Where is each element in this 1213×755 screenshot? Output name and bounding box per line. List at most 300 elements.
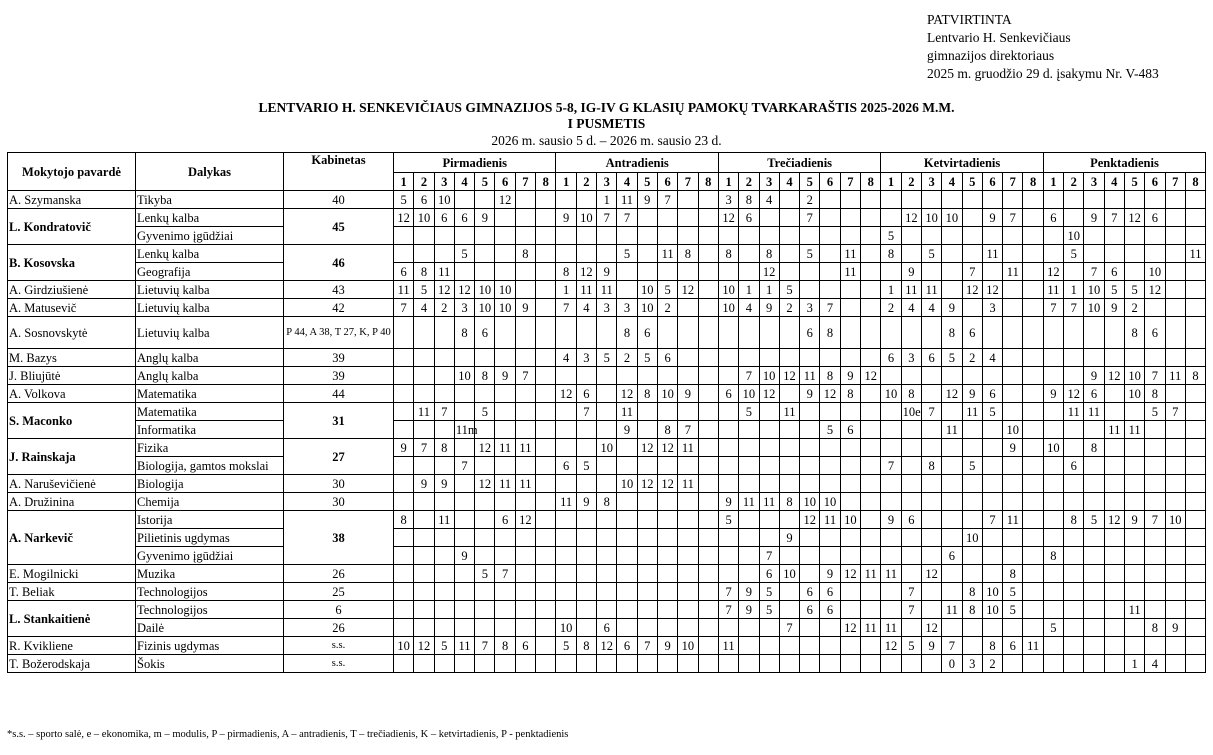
lesson-cell (1023, 439, 1043, 457)
subject-name: Gyvenimo įgūdžiai (136, 547, 284, 565)
lesson-cell: 6 (982, 385, 1002, 403)
lesson-cell (597, 475, 617, 493)
lesson-cell: 5 (556, 637, 576, 655)
lesson-cell (536, 439, 556, 457)
lesson-cell (434, 493, 454, 511)
lesson-cell (1124, 529, 1144, 547)
lesson-cell (901, 191, 921, 209)
lesson-cell (739, 457, 759, 475)
lesson-cell (1185, 619, 1205, 637)
lesson-cell (921, 529, 941, 547)
lesson-cell (434, 349, 454, 367)
lesson-cell: 9 (515, 299, 535, 317)
lesson-cell (556, 245, 576, 263)
lesson-cell (1185, 209, 1205, 227)
lesson-cell (414, 655, 434, 673)
lesson-cell (1043, 493, 1063, 511)
lesson-cell (515, 263, 535, 281)
lesson-cell (657, 529, 677, 547)
lesson-cell: 7 (556, 299, 576, 317)
lesson-cell: 8 (1185, 367, 1205, 385)
lesson-cell: 11 (1084, 403, 1104, 421)
lesson-cell (576, 619, 596, 637)
lesson-cell: 10 (475, 281, 495, 299)
lesson-cell (414, 619, 434, 637)
lesson-cell (495, 349, 515, 367)
lesson-cell: 6 (800, 317, 820, 349)
lesson-cell: 9 (759, 299, 779, 317)
lesson-number-header: 7 (678, 173, 698, 191)
lesson-cell (597, 457, 617, 475)
lesson-cell (678, 299, 698, 317)
lesson-cell (962, 565, 982, 583)
lesson-cell: 2 (881, 299, 901, 317)
lesson-cell (637, 209, 657, 227)
lesson-cell (657, 655, 677, 673)
lesson-cell (820, 619, 840, 637)
lesson-cell (982, 191, 1002, 209)
lesson-cell: 9 (597, 263, 617, 281)
schedule-row (8, 317, 1206, 349)
subject-name: Anglų kalba (136, 367, 284, 385)
room-number: 45 (284, 209, 394, 245)
lesson-cell (820, 191, 840, 209)
lesson-cell (556, 439, 576, 457)
lesson-cell: 11 (434, 511, 454, 529)
lesson-cell (1104, 227, 1124, 245)
lesson-cell (861, 227, 881, 245)
lesson-cell (901, 547, 921, 565)
lesson-cell (556, 317, 576, 349)
lesson-cell (921, 439, 941, 457)
lesson-cell (1104, 457, 1124, 475)
lesson-cell: 10 (982, 583, 1002, 601)
lesson-number-header: 1 (718, 173, 738, 191)
lesson-cell (1084, 317, 1104, 349)
lesson-cell (617, 439, 637, 457)
lesson-cell (1145, 583, 1165, 601)
lesson-cell (657, 209, 677, 227)
lesson-cell (617, 493, 637, 511)
schedule-row (8, 281, 1206, 299)
lesson-cell (921, 511, 941, 529)
lesson-cell: 10e (902, 404, 921, 419)
lesson-cell (698, 529, 718, 547)
lesson-cell: 6 (617, 637, 637, 655)
lesson-cell (637, 547, 657, 565)
lesson-cell (1084, 583, 1104, 601)
lesson-cell (657, 619, 677, 637)
lesson-cell (1185, 475, 1205, 493)
lesson-number-header: 4 (617, 173, 637, 191)
lesson-cell: 7 (800, 209, 820, 227)
lesson-number-header: 1 (881, 173, 901, 191)
lesson-cell (698, 619, 718, 637)
lesson-cell (840, 191, 860, 209)
teacher-name: J. Rainskaja (8, 439, 136, 475)
lesson-cell (1003, 191, 1023, 209)
lesson-cell (1145, 245, 1165, 263)
lesson-cell (657, 583, 677, 601)
lesson-cell (1023, 227, 1043, 245)
lesson-cell (881, 421, 901, 439)
lesson-cell (942, 511, 962, 529)
lesson-cell (942, 529, 962, 547)
lesson-cell: 3 (962, 655, 982, 673)
lesson-cell: 6 (739, 209, 759, 227)
lesson-number-header: 6 (820, 173, 840, 191)
lesson-cell (759, 317, 779, 349)
lesson-cell (881, 439, 901, 457)
lesson-cell: 10 (678, 637, 698, 655)
lesson-cell (637, 565, 657, 583)
lesson-number-header: 1 (1043, 173, 1063, 191)
lesson-cell (678, 191, 698, 209)
teacher-name: A. Naruševičienė (8, 475, 136, 493)
lesson-cell (678, 263, 698, 281)
day-header-tuesday: Antradienis (556, 153, 718, 173)
room-number: 26 (284, 565, 394, 583)
lesson-cell (1145, 493, 1165, 511)
lesson-cell (779, 439, 799, 457)
lesson-cell (901, 475, 921, 493)
lesson-cell (597, 547, 617, 565)
lesson-cell: 12 (840, 565, 860, 583)
lesson-cell: 3 (800, 299, 820, 317)
lesson-cell (921, 227, 941, 245)
lesson-cell (394, 245, 414, 263)
lesson-cell (881, 317, 901, 349)
lesson-number-header: 3 (434, 173, 454, 191)
room-number: 30 (284, 493, 394, 511)
lesson-cell (475, 245, 495, 263)
lesson-cell (901, 565, 921, 583)
lesson-cell: 9 (556, 209, 576, 227)
lesson-cell: 5 (617, 245, 637, 263)
schedule-row (8, 619, 1206, 637)
lesson-cell (414, 547, 434, 565)
lesson-cell: 9 (820, 565, 840, 583)
lesson-cell (434, 655, 454, 673)
lesson-cell: 6 (1104, 263, 1124, 281)
lesson-number-header: 8 (861, 173, 881, 191)
lesson-number-header: 4 (779, 173, 799, 191)
lesson-cell: 2 (982, 655, 1002, 673)
lesson-cell (1185, 317, 1205, 349)
lesson-cell: 7 (718, 601, 738, 619)
schedule-row (8, 439, 1206, 457)
lesson-cell (657, 403, 677, 421)
lesson-cell (576, 439, 596, 457)
lesson-number-header: 1 (394, 173, 414, 191)
lesson-cell: 9 (942, 299, 962, 317)
schedule-row (8, 583, 1206, 601)
lesson-cell (942, 227, 962, 245)
lesson-cell (495, 209, 515, 227)
lesson-cell: 10 (739, 385, 759, 403)
lesson-cell (1003, 475, 1023, 493)
lesson-cell (820, 475, 840, 493)
lesson-cell (698, 367, 718, 385)
lesson-cell (921, 475, 941, 493)
lesson-number-header: 3 (1084, 173, 1104, 191)
lesson-cell (901, 439, 921, 457)
schedule-row (8, 209, 1206, 227)
lesson-cell: 6 (657, 349, 677, 367)
lesson-cell: 7 (576, 403, 596, 421)
lesson-cell (962, 227, 982, 245)
lesson-cell (536, 367, 556, 385)
lesson-cell: 12 (962, 281, 982, 299)
lesson-cell: 10 (434, 191, 454, 209)
lesson-cell: 12 (840, 619, 860, 637)
lesson-cell: 8 (637, 385, 657, 403)
lesson-cell (1043, 511, 1063, 529)
lesson-cell (1043, 349, 1063, 367)
lesson-cell (698, 403, 718, 421)
lesson-cell (536, 191, 556, 209)
subject-name: Biologija (136, 475, 284, 493)
lesson-cell (1084, 637, 1104, 655)
lesson-cell (901, 529, 921, 547)
lesson-cell (759, 209, 779, 227)
lesson-cell (1084, 191, 1104, 209)
lesson-cell (739, 475, 759, 493)
lesson-cell (901, 655, 921, 673)
lesson-cell: 4 (901, 299, 921, 317)
lesson-cell (1043, 601, 1063, 619)
lesson-cell: 1 (597, 191, 617, 209)
teacher-name: B. Kosovska (8, 245, 136, 281)
lesson-cell (454, 529, 474, 547)
lesson-cell: 6 (1064, 457, 1084, 475)
lesson-cell (718, 547, 738, 565)
lesson-cell (698, 209, 718, 227)
lesson-cell: 7 (759, 547, 779, 565)
lesson-cell (698, 385, 718, 403)
lesson-cell (1124, 637, 1144, 655)
lesson-cell (1003, 349, 1023, 367)
lesson-cell: 10 (718, 281, 738, 299)
schedule-row (8, 475, 1206, 493)
lesson-cell (1145, 637, 1165, 655)
teacher-name: A. Družinina (8, 493, 136, 511)
lesson-cell: 11 (881, 619, 901, 637)
document-title: LENTVARIO H. SENKEVIČIAUS GIMNAZIJOS 5-8, IG-IV G KLASIŲ PAMOKŲ TVARKARAŠTIS 2025-2026 M.M. (258, 100, 955, 115)
lesson-cell (1023, 547, 1043, 565)
lesson-cell (1023, 529, 1043, 547)
lesson-cell (800, 263, 820, 281)
lesson-cell (597, 583, 617, 601)
lesson-cell (678, 349, 698, 367)
lesson-cell: 12 (1104, 511, 1124, 529)
lesson-cell: 11 (556, 493, 576, 511)
lesson-cell (454, 493, 474, 511)
lesson-cell (921, 493, 941, 511)
lesson-cell: 7 (718, 583, 738, 601)
lesson-cell: 5 (1064, 245, 1084, 263)
lesson-cell (597, 565, 617, 583)
lesson-cell (1084, 245, 1104, 263)
room-number: 6 (284, 601, 394, 619)
subject-name: Informatika (136, 421, 284, 439)
lesson-cell: 8 (556, 263, 576, 281)
lesson-cell: 6 (454, 209, 474, 227)
lesson-cell: 7 (434, 403, 454, 421)
lesson-cell: 7 (921, 403, 941, 421)
lesson-cell (394, 547, 414, 565)
lesson-cell: 12 (657, 439, 677, 457)
lesson-cell: 12 (718, 209, 738, 227)
lesson-cell (718, 475, 738, 493)
lesson-cell (597, 367, 617, 385)
lesson-cell (698, 317, 718, 349)
lesson-cell: 9 (414, 475, 434, 493)
lesson-cell (1003, 457, 1023, 475)
lesson-cell (1165, 457, 1185, 475)
lesson-cell (657, 367, 677, 385)
lesson-cell: 11 (454, 637, 474, 655)
subject-column-header: Dalykas (136, 153, 284, 191)
subject-name: Fizika (136, 439, 284, 457)
lesson-cell (942, 583, 962, 601)
lesson-cell: 6 (921, 349, 941, 367)
lesson-cell (840, 439, 860, 457)
lesson-cell (576, 421, 596, 439)
lesson-cell: 9 (881, 511, 901, 529)
lesson-cell (617, 601, 637, 619)
lesson-cell: 8 (495, 637, 515, 655)
lesson-cell (576, 227, 596, 245)
lesson-cell (982, 529, 1002, 547)
lesson-cell (414, 583, 434, 601)
teacher-name: T. Beliak (8, 583, 136, 601)
lesson-cell: 6 (1003, 637, 1023, 655)
lesson-cell (759, 475, 779, 493)
lesson-cell: 10 (637, 281, 657, 299)
lesson-cell: 9 (739, 583, 759, 601)
lesson-cell (454, 601, 474, 619)
lesson-cell (1023, 457, 1043, 475)
lesson-cell: 6 (556, 457, 576, 475)
lesson-cell (1185, 299, 1205, 317)
subject-name: Technologijos (136, 601, 284, 619)
lesson-cell (840, 583, 860, 601)
lesson-cell (576, 317, 596, 349)
lesson-cell (881, 475, 901, 493)
lesson-cell (942, 367, 962, 385)
lesson-cell (840, 493, 860, 511)
lesson-cell: 3 (617, 299, 637, 317)
lesson-cell (454, 565, 474, 583)
lesson-cell: 12 (1124, 209, 1144, 227)
subject-name: Biologija, gamtos mokslai (136, 457, 284, 475)
lesson-cell (861, 529, 881, 547)
lesson-cell (800, 421, 820, 439)
lesson-cell (515, 565, 535, 583)
lesson-cell: 6 (637, 317, 657, 349)
lesson-cell: 9 (982, 209, 1002, 227)
lesson-cell (739, 245, 759, 263)
lesson-cell: 12 (657, 475, 677, 493)
lesson-cell: 7 (942, 637, 962, 655)
lesson-cell: 8 (962, 583, 982, 601)
lesson-cell (962, 547, 982, 565)
lesson-cell: 7 (820, 299, 840, 317)
lesson-cell: 12 (434, 281, 454, 299)
subject-name: Dailė (136, 619, 284, 637)
lesson-cell: 7 (739, 367, 759, 385)
lesson-cell (1043, 583, 1063, 601)
lesson-cell (536, 511, 556, 529)
lesson-cell (718, 619, 738, 637)
lesson-cell: 12 (759, 385, 779, 403)
room-number: 42 (284, 299, 394, 317)
lesson-cell: 6 (1084, 385, 1104, 403)
lesson-cell (678, 583, 698, 601)
lesson-cell: 11 (576, 281, 596, 299)
lesson-cell (475, 511, 495, 529)
approval-line-4: 2025 m. gruodžio 29 d. įsakymu Nr. V-483 (927, 66, 1159, 81)
room-number: 27 (284, 439, 394, 475)
lesson-cell (1145, 457, 1165, 475)
lesson-cell (1064, 317, 1084, 349)
lesson-cell: 7 (1145, 511, 1165, 529)
lesson-cell (881, 209, 901, 227)
lesson-cell: 11 (414, 403, 434, 421)
lesson-cell: 11 (820, 511, 840, 529)
lesson-cell (576, 547, 596, 565)
lesson-cell (1185, 565, 1205, 583)
lesson-cell (921, 367, 941, 385)
lesson-cell (576, 191, 596, 209)
lesson-cell (637, 511, 657, 529)
lesson-cell (414, 493, 434, 511)
lesson-cell: 10 (840, 511, 860, 529)
lesson-cell: 6 (475, 317, 495, 349)
schedule-row (8, 245, 1206, 263)
lesson-cell (942, 493, 962, 511)
lesson-cell: 1 (556, 281, 576, 299)
lesson-cell (779, 655, 799, 673)
lesson-cell: 7 (1003, 209, 1023, 227)
lesson-cell (617, 547, 637, 565)
lesson-cell (637, 421, 657, 439)
lesson-cell (962, 209, 982, 227)
lesson-cell (1003, 619, 1023, 637)
lesson-cell (820, 655, 840, 673)
lesson-cell (820, 439, 840, 457)
lesson-cell: 11 (434, 263, 454, 281)
lesson-cell (657, 547, 677, 565)
schedule-row (8, 637, 1206, 655)
lesson-cell (556, 421, 576, 439)
lesson-cell (718, 263, 738, 281)
subject-name: Chemija (136, 493, 284, 511)
lesson-cell: 6 (495, 511, 515, 529)
lesson-cell (475, 457, 495, 475)
lesson-cell: 11 (962, 403, 982, 421)
lesson-cell: 5 (718, 511, 738, 529)
lesson-cell: 5 (942, 349, 962, 367)
lesson-cell (454, 475, 474, 493)
lesson-cell (1064, 493, 1084, 511)
lesson-cell (1023, 317, 1043, 349)
lesson-cell (779, 637, 799, 655)
lesson-cell: 10 (921, 209, 941, 227)
lesson-cell: 11 (1165, 367, 1185, 385)
lesson-cell (779, 209, 799, 227)
